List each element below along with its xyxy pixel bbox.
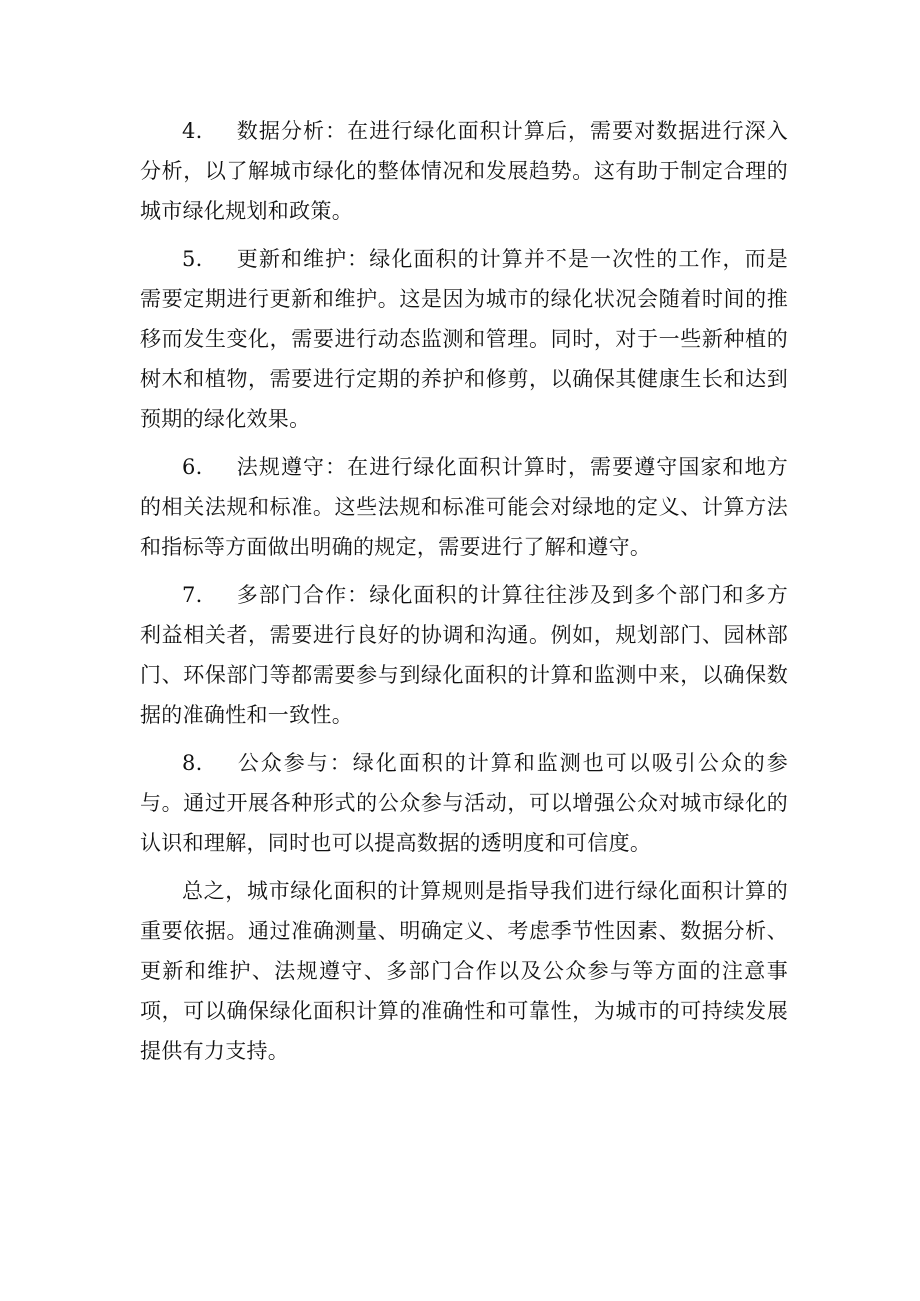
list-item-7	[140, 575, 788, 735]
item-text: 数据分析：在进行绿化面积计算后，需要对数据进行深入分析，以了解城市绿化的整体情况和发展趋势。这有助于制定合理的城市绿化规划和政策。	[140, 119, 788, 223]
summary-paragraph: 总之，城市绿化面积的计算规则是指导我们进行绿化面积计算的重要依据。通过准确测量、明确定义、考虑季节性因素、数据分析、更新和维护、法规遵守、多部门合作以及公众参与等方面的注意事项，可以确保绿化面积计算的准确性和可靠性，为城市的可持续发展提供有力支持。	[140, 879, 788, 1063]
item-number: 5.	[182, 247, 203, 271]
item-number: 7.	[182, 583, 203, 607]
list-item-6	[140, 447, 788, 567]
item-text: 法规遵守：在进行绿化面积计算时，需要遵守国家和地方的相关法规和标准。这些法规和标准可能会对绿地的定义、计算方法和指标等方面做出明确的规定，需要进行了解和遵守。	[140, 455, 788, 559]
list-item-5	[140, 239, 788, 439]
item-number: 6.	[182, 455, 203, 479]
document-body	[140, 111, 788, 1071]
list-item-4	[140, 111, 788, 231]
list-item-8	[140, 743, 788, 863]
item-text: 更新和维护：绿化面积的计算并不是一次性的工作，而是需要定期进行更新和维护。这是因为城市的绿化状况会随着时间的推移而发生变化，需要进行动态监测和管理。同时，对于一些新种植的树木和植物，需要进行定期的养护和修剪，以确保其健康生长和达到预期的绿化效果。	[140, 247, 788, 431]
item-text: 多部门合作：绿化面积的计算往往涉及到多个部门和多方利益相关者，需要进行良好的协调和沟通。例如，规划部门、园林部门、环保部门等都需要参与到绿化面积的计算和监测中来，以确保数据的准确性和一致性。	[140, 583, 788, 727]
item-number: 4.	[182, 119, 203, 143]
item-text: 公众参与：绿化面积的计算和监测也可以吸引公众的参与。通过开展各种形式的公众参与活动，可以增强公众对城市绿化的认识和理解，同时也可以提高数据的透明度和可信度。	[140, 751, 788, 855]
item-number: 8.	[182, 751, 203, 775]
